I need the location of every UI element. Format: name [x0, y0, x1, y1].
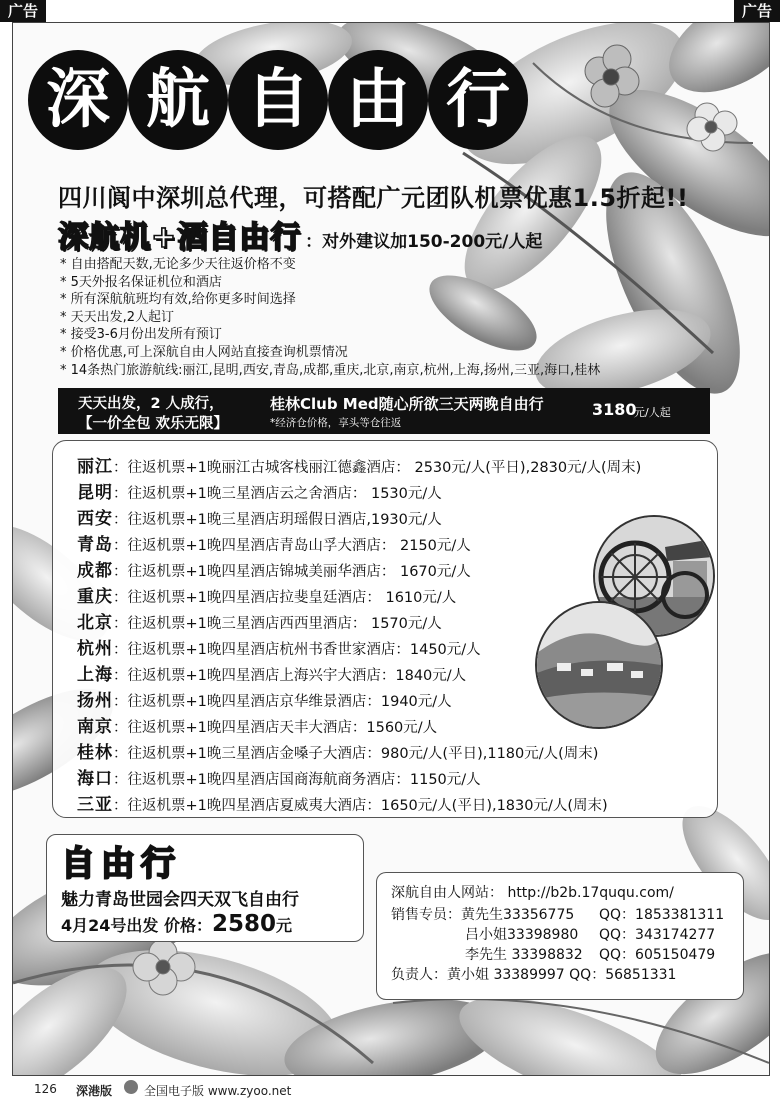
route-desc: ：往返机票+1晚四星酒店京华维景酒店：1940元/人: [113, 694, 452, 710]
hero-char-1: 深: [28, 50, 128, 150]
promo-price: 2580: [211, 911, 276, 937]
route-item: [77, 587, 456, 608]
sales-qq-2: QQ：343174277: [599, 927, 716, 943]
route-city: 扬州: [77, 691, 113, 711]
sales-qq-1: QQ：1853381311: [599, 907, 725, 923]
site-label[interactable]: 全国电子版 www.zyoo.net: [144, 1084, 292, 1098]
route-item: [77, 691, 452, 712]
website-link[interactable]: 深航自由人网站： http://b2b.17ququ.com/: [391, 885, 674, 901]
ad-tag-right: 广告: [734, 0, 780, 22]
hero-char-3: 自: [228, 50, 328, 150]
feature-item: * 接受3-6月份出发所有预订: [60, 327, 222, 343]
route-city: 昆明: [77, 483, 113, 503]
club-med-banner: [58, 388, 710, 434]
route-city: 成都: [77, 561, 113, 581]
sales-contact-1: 销售专员：黄先生33356775: [391, 907, 575, 923]
route-desc: ：往返机票+1晚四星酒店夏威夷大酒店：1650元/人(平日),1830元/人(周末): [113, 798, 608, 814]
banner-product: 桂林Club Med随心所欲三天两晚自由行: [270, 395, 544, 413]
route-city: 杭州: [77, 639, 113, 659]
promo-departure: [61, 911, 292, 937]
route-desc: ：往返机票+1晚四星酒店青岛山孚大酒店： 2150元/人: [113, 538, 471, 554]
feature-item: * 天天出发,2人起订: [60, 309, 175, 325]
feature-item: * 所有深航航班均有效,给你更多时间选择: [60, 292, 296, 308]
feature-list: [60, 256, 600, 379]
ad-tag-left: 广告: [0, 0, 46, 22]
banner-slogan-1: 天天出发，2 人成行，: [78, 396, 224, 412]
feature-item: * 价格优惠,可上深航自由人网站直接查询机票情况: [60, 344, 348, 360]
hero-char-5: 行: [428, 50, 528, 150]
route-desc: ：往返机票+1晚三星酒店玥瑶假日酒店,1930元/人: [113, 512, 442, 528]
offer-note: ：对外建议加150-200元/人起: [305, 232, 543, 252]
route-city: 桂林: [77, 743, 113, 763]
edition-label: 深港版: [76, 1084, 113, 1098]
page-number: 126: [34, 1082, 57, 1096]
route-desc: ：往返机票+1晚丽江古城客栈丽江德鑫酒店： 2530元/人(平日),2830元/人(周末): [113, 460, 642, 476]
route-city: 丽江: [77, 457, 113, 477]
feature-item: * 5天外报名保证机位和酒店: [60, 274, 222, 290]
route-desc: ：往返机票+1晚三星酒店云之舍酒店： 1530元/人: [113, 486, 442, 502]
qingdao-promo: [46, 834, 364, 942]
feature-item: * 自由搭配天数,无论多少天往返价格不变: [60, 257, 296, 272]
zi-you-xing-logo: [57, 841, 185, 883]
hero-char-2: 航: [128, 50, 228, 150]
village-photo: [535, 601, 663, 729]
contact-box: [376, 872, 744, 1000]
sales-qq-3: QQ：605150479: [599, 947, 716, 963]
route-desc: ：往返机票+1晚三星酒店西西里酒店： 1570元/人: [113, 616, 442, 632]
route-item: [77, 717, 437, 738]
route-item: [77, 639, 481, 660]
logo-char-1: 自: [61, 844, 95, 883]
sales-contact-3: 李先生 33398832: [465, 947, 583, 963]
route-item: [77, 561, 471, 582]
route-city: 重庆: [77, 587, 113, 607]
route-city: 西安: [77, 509, 113, 529]
hero-char-4: 由: [328, 50, 428, 150]
logo-char-2: 由: [101, 844, 135, 883]
banner-slogan-2: 【一价全包 欢乐无限】: [78, 416, 229, 432]
manager-contact: 负责人：黄小姐 33389997 QQ：56851331: [391, 967, 677, 983]
logo-char-3: 行: [141, 844, 175, 883]
route-city: 三亚: [77, 795, 113, 815]
route-city: 青岛: [77, 535, 113, 555]
route-item: [77, 769, 481, 790]
route-city: 上海: [77, 665, 113, 685]
sales-contact-2: 吕小姐33398980: [465, 927, 579, 943]
route-item: [77, 795, 608, 816]
route-desc: ：往返机票+1晚四星酒店杭州书香世家酒店：1450元/人: [113, 642, 481, 658]
route-desc: ：往返机票+1晚三星酒店金嗓子大酒店：980元/人(平日),1180元/人(周末): [113, 746, 599, 762]
route-item: [77, 509, 442, 530]
route-city: 海口: [77, 769, 113, 789]
route-price-list: [52, 440, 718, 818]
promo-price-unit: 元: [276, 916, 293, 935]
route-desc: ：往返机票+1晚四星酒店上海兴宇大酒店：1840元/人: [113, 668, 467, 684]
feature-item: * 14条热门旅游航线:丽江,昆明,西安,青岛,成都,重庆,北京,南京,杭州,上海,扬州,三亚,海口,桂林: [60, 362, 601, 378]
route-item: [77, 457, 641, 478]
route-desc: ：往返机票+1晚四星酒店国商海航商务酒店：1150元/人: [113, 772, 481, 788]
subheading: 四川阆中深圳总代理，可搭配广元团队机票优惠1.5折起!!: [58, 184, 689, 212]
offer-title: 深航机+酒自由行: [58, 220, 302, 255]
route-item: [77, 665, 466, 686]
route-desc: ：往返机票+1晚四星酒店锦城美丽华酒店： 1670元/人: [113, 564, 471, 580]
route-city: 北京: [77, 613, 113, 633]
banner-price-unit: 元/人起: [634, 406, 671, 419]
banner-price: 3180: [592, 400, 637, 419]
route-desc: ：往返机票+1晚四星酒店拉斐皇廷酒店： 1610元/人: [113, 590, 457, 606]
route-item: [77, 535, 471, 556]
route-item: [77, 743, 598, 764]
edition-logo-icon: [124, 1080, 138, 1094]
subheading-offer: [58, 212, 542, 256]
promo-date-label: 4月24号出发 价格：: [61, 916, 212, 935]
route-item: [77, 613, 442, 634]
route-desc: ：往返机票+1晚四星酒店天丰大酒店：1560元/人: [113, 720, 438, 736]
banner-product-note: *经济仓价格，享头等仓往返: [270, 417, 402, 429]
page-footer: [0, 1076, 780, 1100]
promo-title: 魅力青岛世园会四天双飞自由行: [61, 890, 299, 910]
route-city: 南京: [77, 717, 113, 737]
route-item: [77, 483, 442, 504]
